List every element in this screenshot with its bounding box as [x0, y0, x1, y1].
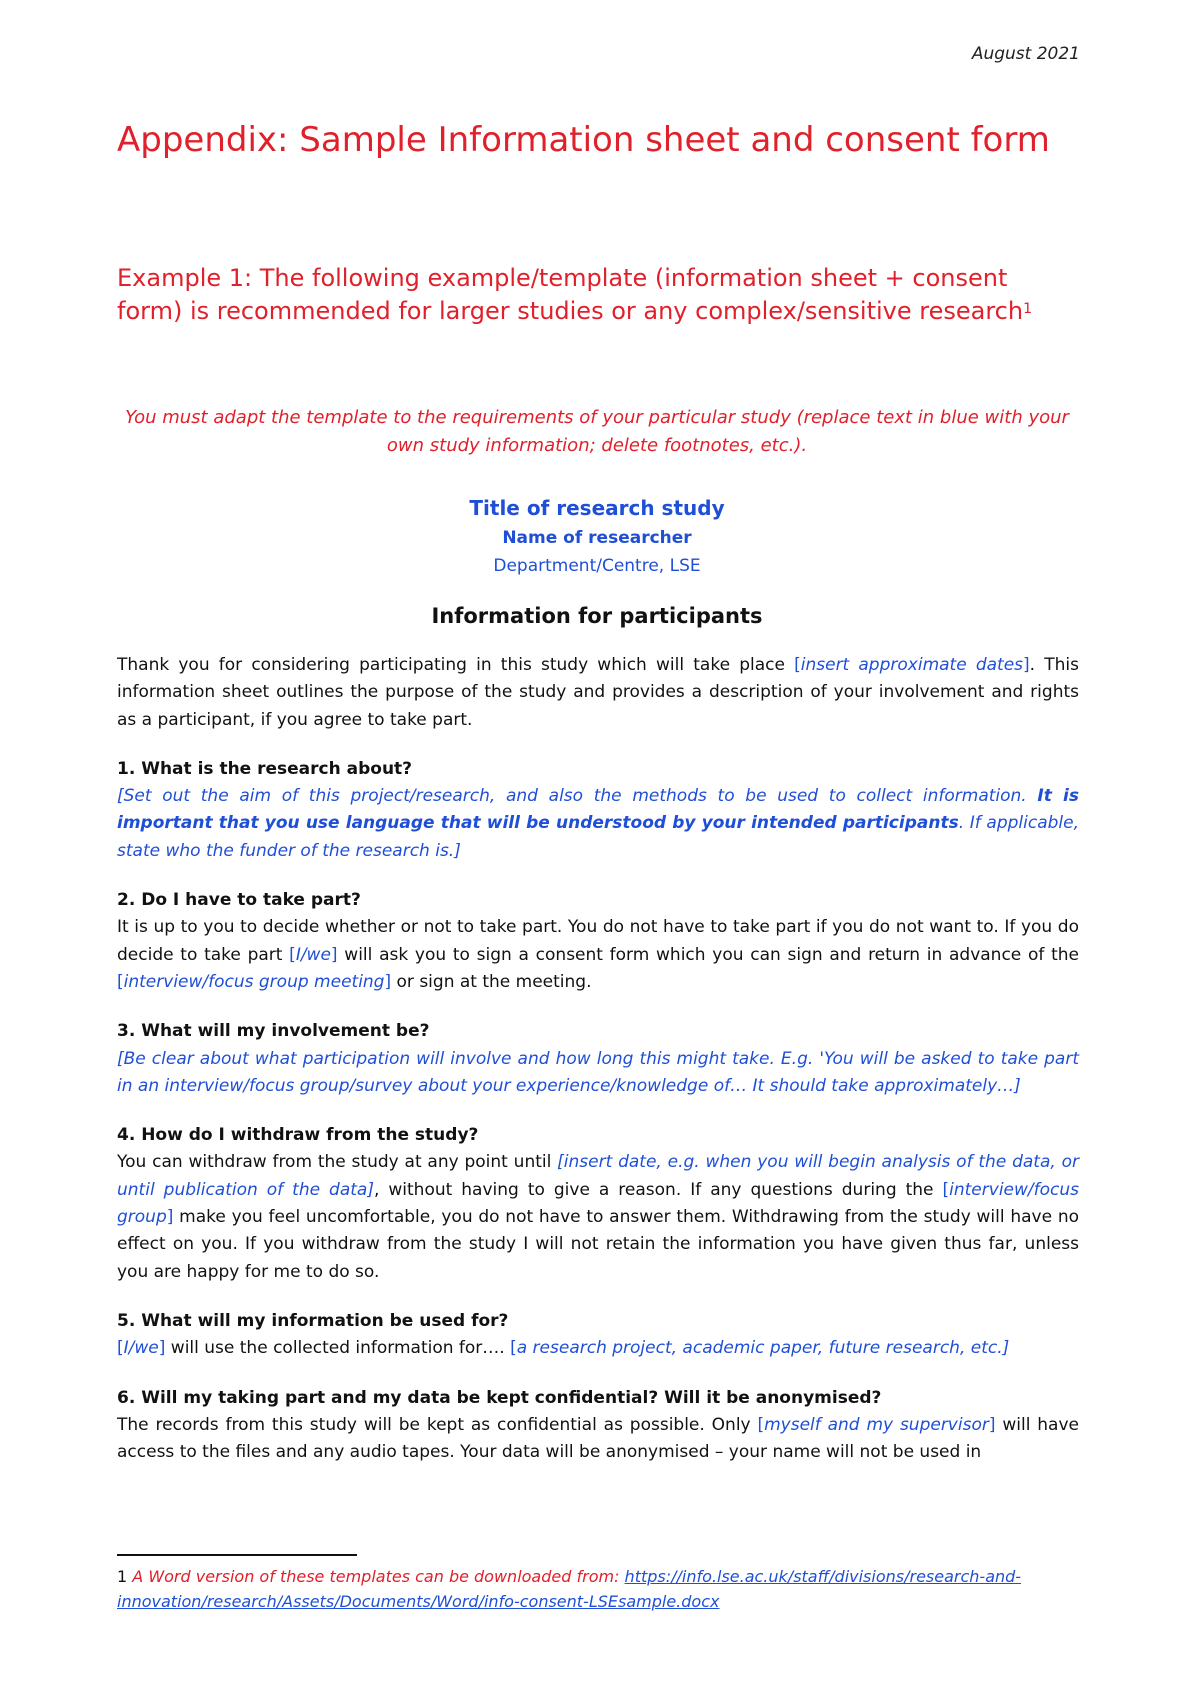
- department: Department/Centre, LSE: [493, 556, 701, 576]
- intro-text: Thank you for considering participating in this study which will take place: [117, 655, 795, 675]
- placeholder-text: a research project, academic paper, future research, etc.]: [516, 1338, 1010, 1359]
- section-3-heading: 3. What will my involvement be?: [117, 1021, 430, 1042]
- footnote: [117, 1564, 1079, 1614]
- body-text: , without having to give a reason. If any questions during the: [373, 1179, 943, 1200]
- placeholder-dates: insert approximate dates: [800, 655, 1024, 675]
- bracket: ]: [384, 971, 392, 992]
- footnote-number: 1: [117, 1567, 128, 1586]
- section-1-body: [117, 783, 1079, 865]
- section-5-body: [117, 1335, 1079, 1362]
- section-4-body: [117, 1149, 1079, 1285]
- bracket: [: [757, 1414, 765, 1435]
- section-1-heading: 1. What is the research about?: [117, 758, 413, 779]
- body-text: You can withdraw from the study at any point until: [117, 1152, 558, 1173]
- footnote-link[interactable]: https://info.lse.ac.uk/staff/divisions/research-and-innovation/research/Assets/Documents/Word/info-consent-LSEsample.docx: [117, 1567, 1022, 1611]
- bracket: ]: [166, 1207, 174, 1228]
- placeholder-emphasis: It is important that you use language that will be understood by your intended participants: [117, 786, 1079, 834]
- bracket: ]: [330, 944, 338, 965]
- body-text: It is up to you to decide whether or not to take part. You do not have to take part if you do not want to. If you do decide to take part: [117, 917, 1079, 965]
- placeholder-text: [Be clear about what participation will involve and how long this might take. E.g. 'You will be asked to take part in an interview/focus group/survey about your experience/knowledge of… It should take approximately…]: [117, 1048, 1079, 1096]
- section-4-heading: 4. How do I withdraw from the study?: [117, 1125, 479, 1146]
- body-text: make you feel uncomfortable, you do not have to answer them. Withdrawing from the study will have no effect on you. If you withdraw from the study I will not retain the information you have given thus far, unless you are happy for me to do so.: [117, 1207, 1079, 1282]
- placeholder-text: interview/focus group meeting: [123, 971, 385, 992]
- bracket: [: [289, 944, 296, 965]
- bracket: ]: [988, 1414, 996, 1435]
- placeholder-text: interview/focus group: [117, 1179, 1079, 1228]
- bracket: [: [794, 655, 801, 675]
- placeholder-text: . If applicable, state who the funder of the research is.]: [117, 813, 1079, 861]
- document-body: [117, 652, 1079, 1488]
- example-subtitle: [117, 262, 1077, 332]
- subtitle-text: Example 1: The following example/template (information sheet + consent form) is recommended for larger studies or any complex/sensitive research: [117, 264, 1024, 325]
- header-date: August 2021: [971, 44, 1080, 64]
- placeholder-text: I/we: [123, 1338, 159, 1359]
- placeholder-text: [insert date, e.g. when you will begin analysis of the data, or until publication of the data]: [117, 1152, 1080, 1200]
- bracket: [: [117, 1338, 124, 1359]
- study-title: Title of research study: [469, 496, 725, 520]
- placeholder-text: myself and my supervisor: [764, 1414, 989, 1435]
- body-text: will ask you to sign a consent form which you can sign and return in advance of the: [337, 944, 1079, 965]
- bracket: [: [510, 1338, 517, 1359]
- researcher-name: Name of researcher: [502, 528, 692, 548]
- bracket: [: [942, 1179, 950, 1200]
- section-6-heading: 6. Will my taking part and my data be kept confidential? Will it be anonymised?: [117, 1387, 882, 1408]
- page-title: Appendix: Sample Information sheet and consent form: [117, 120, 1050, 160]
- section-3-body: [117, 1046, 1079, 1101]
- section-2-heading: 2. Do I have to take part?: [117, 890, 361, 911]
- info-heading: Information for participants: [431, 604, 763, 628]
- intro-text: . This information sheet outlines the purpose of the study and provides a description of your involvement and rights as a participant, if you agree to take part.: [117, 655, 1079, 730]
- template-instruction: You must adapt the template to the requirements of your particular study (replace text in blue with your own study information; delete footnotes, etc.).: [125, 407, 1069, 456]
- section-6-body: [117, 1412, 1079, 1467]
- footnote-divider: [117, 1554, 357, 1556]
- section-5-heading: 5. What will my information be used for?: [117, 1310, 509, 1331]
- body-text: will use the collected information for….: [165, 1338, 511, 1359]
- body-text: will have access to the files and any audio tapes. Your data will be anonymised – your name will not be used in: [117, 1414, 1079, 1463]
- placeholder-text: [Set out the aim of this project/research, and also the methods to be used to collect information.: [117, 786, 1038, 807]
- bracket: [: [117, 971, 124, 992]
- placeholder-text: I/we: [295, 944, 331, 965]
- body-text: The records from this study will be kept as confidential as possible. Only: [117, 1414, 758, 1435]
- footnote-text: A Word version of these templates can be downloaded from:: [132, 1567, 625, 1586]
- bracket: ]: [158, 1338, 166, 1359]
- footnote-marker[interactable]: 1: [1023, 301, 1033, 317]
- intro-paragraph: [117, 652, 1079, 734]
- body-text: or sign at the meeting.: [391, 971, 592, 992]
- bracket: ]: [1023, 655, 1030, 675]
- section-2-body: [117, 914, 1079, 996]
